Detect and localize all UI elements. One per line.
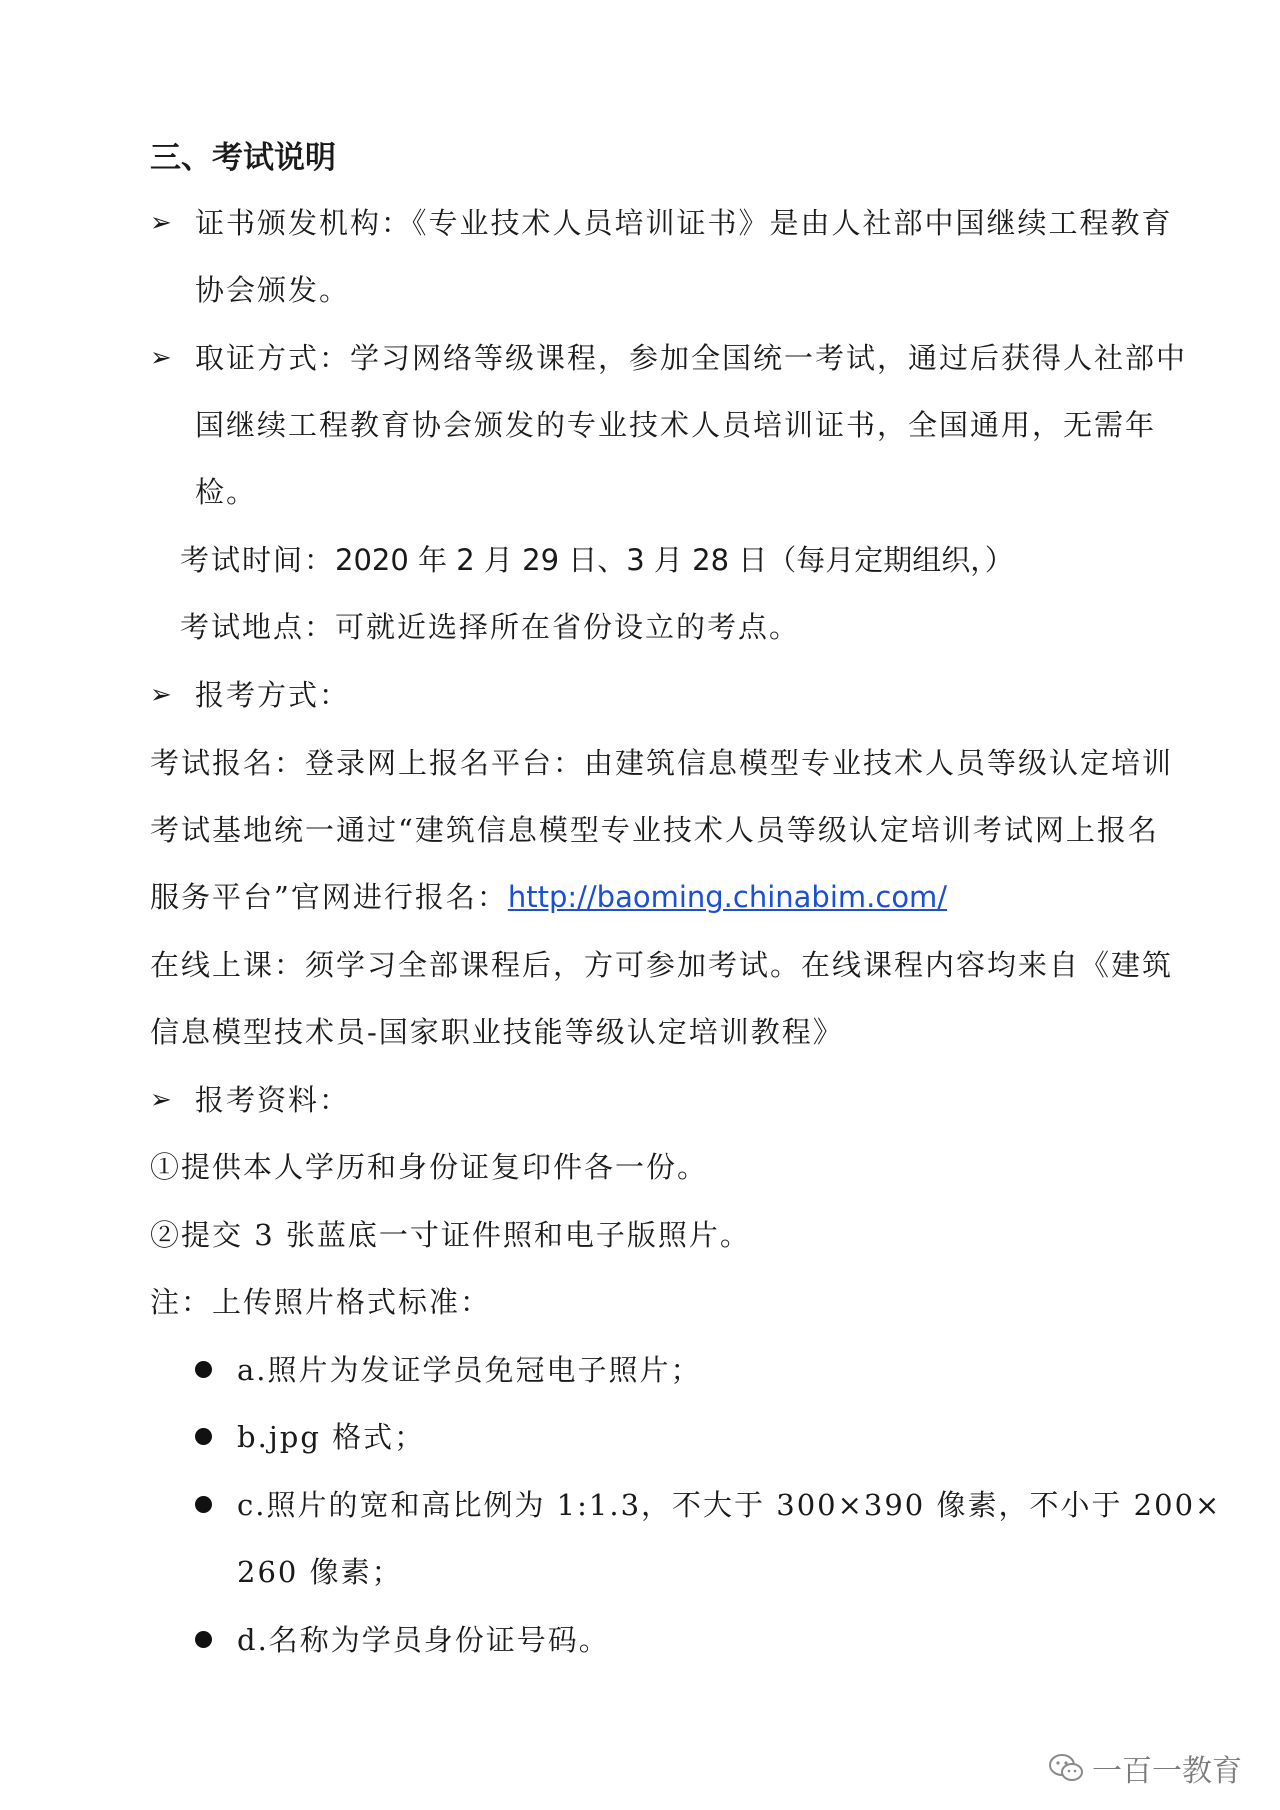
exam-time-value: 2020 年 2 月 29 日、3 月 28 日（每月定期组织，） xyxy=(335,543,1014,577)
arrow-bullet-icon: ➢ xyxy=(150,680,172,710)
materials-line: 报考资料： xyxy=(195,1083,351,1117)
bullet-c-line-2: 260 像素； xyxy=(237,1555,403,1589)
bullet-a: a.照片为发证学员免冠电子照片； xyxy=(237,1353,702,1387)
method-line-1: 取证方式：学习网络等级课程，参加全国统一考试，通过后获得人社部中 xyxy=(195,341,1188,375)
registration-line-2: 考试基地统一通过“建筑信息模型专业技术人员等级认定培训考试网上报名 xyxy=(150,813,1159,847)
registration-link[interactable]: http://baoming.chinabim.com/ xyxy=(507,880,948,914)
registration-line-3 xyxy=(150,877,947,917)
note-line: 注：上传照片格式标准： xyxy=(150,1285,492,1319)
issuer-line-1: 证书颁发机构：《专业技术人员培训证书》是由人社部中国继续工程教育 xyxy=(195,206,1173,240)
material-item-1: ①提供本人学历和身份证复印件各一份。 xyxy=(150,1150,709,1184)
online-line-2: 信息模型技术员-国家职业技能等级认定培训教程》 xyxy=(150,1015,844,1049)
bullet-d: d.名称为学员身份证号码。 xyxy=(237,1623,610,1657)
dot-bullet-icon xyxy=(195,1361,212,1378)
apply-method-line: 报考方式： xyxy=(195,678,351,712)
dot-bullet-icon xyxy=(195,1428,212,1445)
wechat-icon xyxy=(1048,1753,1084,1783)
registration-line-3-text: 服务平台”官网进行报名： xyxy=(150,880,508,914)
exam-time-label: 考试时间： xyxy=(180,543,336,577)
bullet-b: b.jpg 格式； xyxy=(237,1420,426,1454)
section-heading: 三、考试说明 xyxy=(150,140,336,176)
bullet-c-line-1: c.照片的宽和高比例为 1:1.3，不大于 300×390 像素，不小于 200× xyxy=(237,1488,1222,1522)
exam-time-line xyxy=(180,540,1014,580)
arrow-bullet-icon: ➢ xyxy=(150,1085,172,1115)
online-line-1: 在线上课：须学习全部课程后，方可参加考试。在线课程内容均来自《建筑 xyxy=(150,948,1174,982)
watermark xyxy=(1048,1748,1242,1788)
dot-bullet-icon xyxy=(195,1631,212,1648)
arrow-bullet-icon: ➢ xyxy=(150,343,172,373)
method-line-2: 国继续工程教育协会颁发的专业技术人员培训证书，全国通用，无需年 xyxy=(195,408,1157,442)
watermark-text: 一百一教育 xyxy=(1092,1754,1242,1789)
exam-place-line: 考试地点：可就近选择所在省份设立的考点。 xyxy=(180,610,801,644)
method-line-3: 检。 xyxy=(195,475,258,509)
issuer-line-2: 协会颁发。 xyxy=(195,273,351,307)
dot-bullet-icon xyxy=(195,1496,212,1513)
arrow-bullet-icon: ➢ xyxy=(150,208,172,238)
material-item-2: ②提交 3 张蓝底一寸证件照和电子版照片。 xyxy=(150,1218,751,1252)
registration-line-1: 考试报名：登录网上报名平台：由建筑信息模型专业技术人员等级认定培训 xyxy=(150,746,1174,780)
